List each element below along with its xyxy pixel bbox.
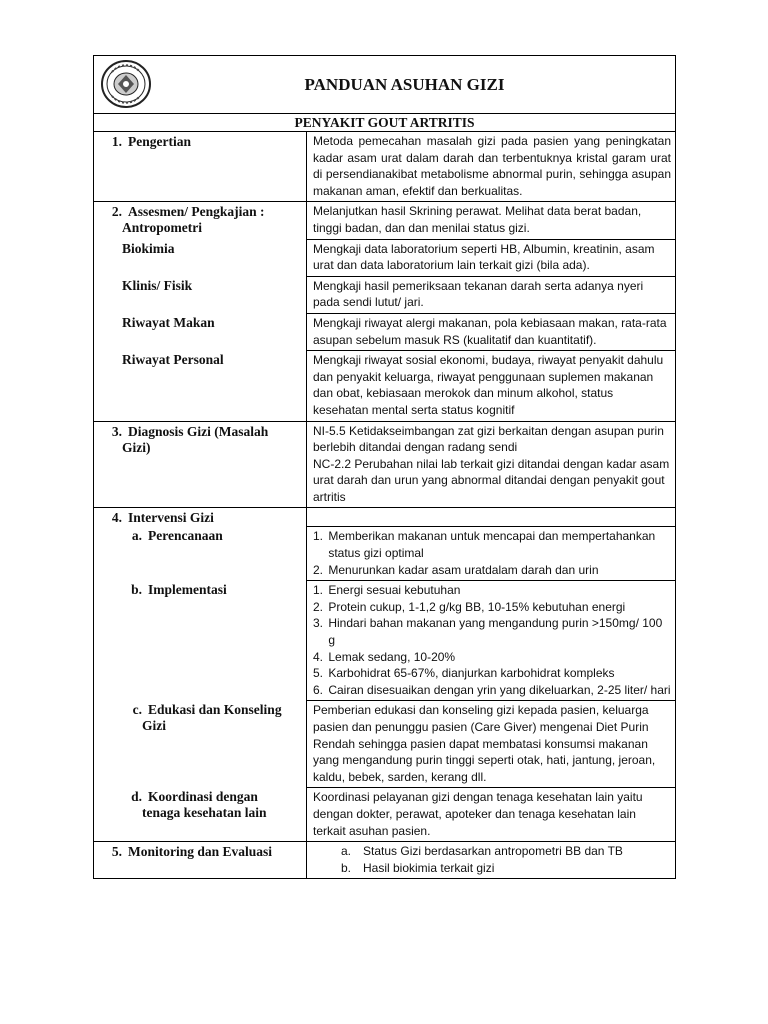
list-item: 5. Karbohidrat 65-67%, dianjurkan karbohidrat kompleks [313,666,615,681]
row-number: 4. [111,510,122,526]
perencanaan-list [313,528,671,578]
row-label: Diagnosis Gizi (Masalah [128,423,269,439]
row-number: 3. [111,423,122,439]
row-intervensi [94,507,675,526]
row-text: Mengkaji riwayat sosial ekonomi, budaya, riwayat penyakit dahulu dan penyakit keluarga, riwayat penggunaan suplemen makanan dan obat, kebiasaan merokok dan minum alkohol, status kesehatan mental serta status kognitif [306,350,675,420]
row-label: Riwayat Makan [122,314,215,330]
row-label: Implementasi [148,582,227,598]
list-item: 3. Hindari bahan makanan yang mengandung purin >150mg/ 100 g [313,616,663,648]
row-text-empty [306,508,675,526]
row-implementasi [94,580,675,700]
list-item: 6. Cairan disesuaikan dengan yrin yang dikeluarkan, 2-25 liter/ hari [313,682,671,697]
implementasi-list [313,582,671,698]
row-sublabel: Gizi [142,718,166,734]
row-diagnosis [94,421,675,508]
row-label: Biokimia [122,240,175,256]
row-assesmen [94,201,675,238]
row-label: Intervensi Gizi [128,510,214,526]
row-number: 5. [111,844,122,860]
row-label: Klinis/ Fisik [122,277,193,293]
row-text: Mengkaji data laboratorium seperti HB, Albumin, kreatinin, asam urat dan data laboratorium lain terkait gizi (bila ada). [306,239,675,276]
row-text: Mengkaji riwayat alergi makanan, pola kebiasaan makan, rata-rata asupan sebelum masuk RS (kualitatif dan kuantitatif). [306,313,675,350]
row-letter: d. [131,789,142,805]
row-label: Monitoring dan Evaluasi [128,844,273,860]
row-letter: b. [131,582,142,598]
row-sublabel: Antropometri [122,220,202,236]
guideline-table [93,131,676,879]
row-text: Melanjutkan hasil Skrining perawat. Melihat data berat badan, tinggi badan, dan dan menilai status gizi. [306,202,675,238]
row-label: Perencanaan [148,528,223,544]
row-klinis [94,276,675,313]
row-riwayat-personal [94,350,675,420]
row-text: Mengkaji hasil pemeriksaan tekanan darah serta adanya nyeri pada sendi lutut/ jari. [306,276,675,313]
document [93,55,676,879]
row-pengertian [94,132,675,201]
row-koordinasi [94,787,675,841]
row-text: Koordinasi pelayanan gizi dengan tenaga kesehatan lain yaitu dengan dokter, perawat, apoteker dan tenaga kesehatan lain terkait asuhan pasien. [306,787,675,841]
row-edukasi [94,700,675,787]
row-label: Riwayat Personal [122,352,224,368]
monitoring-list [313,843,671,876]
list-item: 4. Lemak sedang, 10-20% [313,649,456,664]
row-sublabel: Gizi) [122,439,151,455]
list-item: 2. Menurunkan kadar asam uratdalam darah dan urin [313,562,599,577]
row-label: Koordinasi dengan [148,789,258,805]
row-biokimia [94,239,675,276]
row-perencanaan [94,526,675,580]
row-text: Metoda pemecahan masalah gizi pada pasien yang peningkatan kadar asam urat dalam darah dan terbentuknya kristal garam urat di persendianakibat metabolisme abnormal purin, sehingga asupan makanan aman, efektif dan berkualitas. [306,132,675,201]
diagnosis-text-2: NC-2.2 Perubahan nilai lab terkait gizi ditandai dengan kadar asam urat darah dan urun yang abnormal ditandai dengan penyakit gout artritis [313,456,670,504]
row-sublabel: tenaga kesehatan lain [142,805,267,821]
list-item: 2. Protein cukup, 1-1,2 g/kg BB, 10-15% kebutuhan energi [313,599,626,614]
list-item: a. Status Gizi berdasarkan antropometri BB dan TB [340,844,623,859]
row-label: Assesmen/ Pengkajian : [128,204,265,220]
row-label: Edukasi dan Konseling [148,702,282,718]
row-text: Pemberian edukasi dan konseling gizi kepada pasien, keluarga pasien dan penunggu pasien (Care Giver) mengenai Diet Purin Rendah sehingga pasien dapat membatasi konsumsi makanan yang mengandung purin tinggi seperti otak, hati, jantung, jeroan, kaldu, bebek, sarden, kerang dll. [306,700,675,787]
row-letter: c. [132,702,142,718]
diagnosis-text-1: NI-5.5 Ketidakseimbangan zat gizi berkaitan dengan asupan purin berlebih ditandai dengan radang sendi [313,423,664,455]
row-number: 1. [111,134,122,149]
document-title: PANDUAN ASUHAN GIZI [304,75,505,94]
row-monitoring [94,841,675,878]
list-item: b. Hasil biokimia terkait gizi [340,860,495,875]
row-letter: a. [131,528,142,544]
row-number: 2. [111,204,122,220]
document-subtitle: PENYAKIT GOUT ARTRITIS [93,113,676,131]
row-riwayat-makan [94,313,675,350]
row-label: Pengertian [128,134,191,149]
list-item: 1. Memberikan makanan untuk mencapai dan mempertahankan status gizi optimal [313,529,656,561]
list-item: 1. Energi sesuai kebutuhan [313,583,461,598]
document-header [93,55,676,113]
